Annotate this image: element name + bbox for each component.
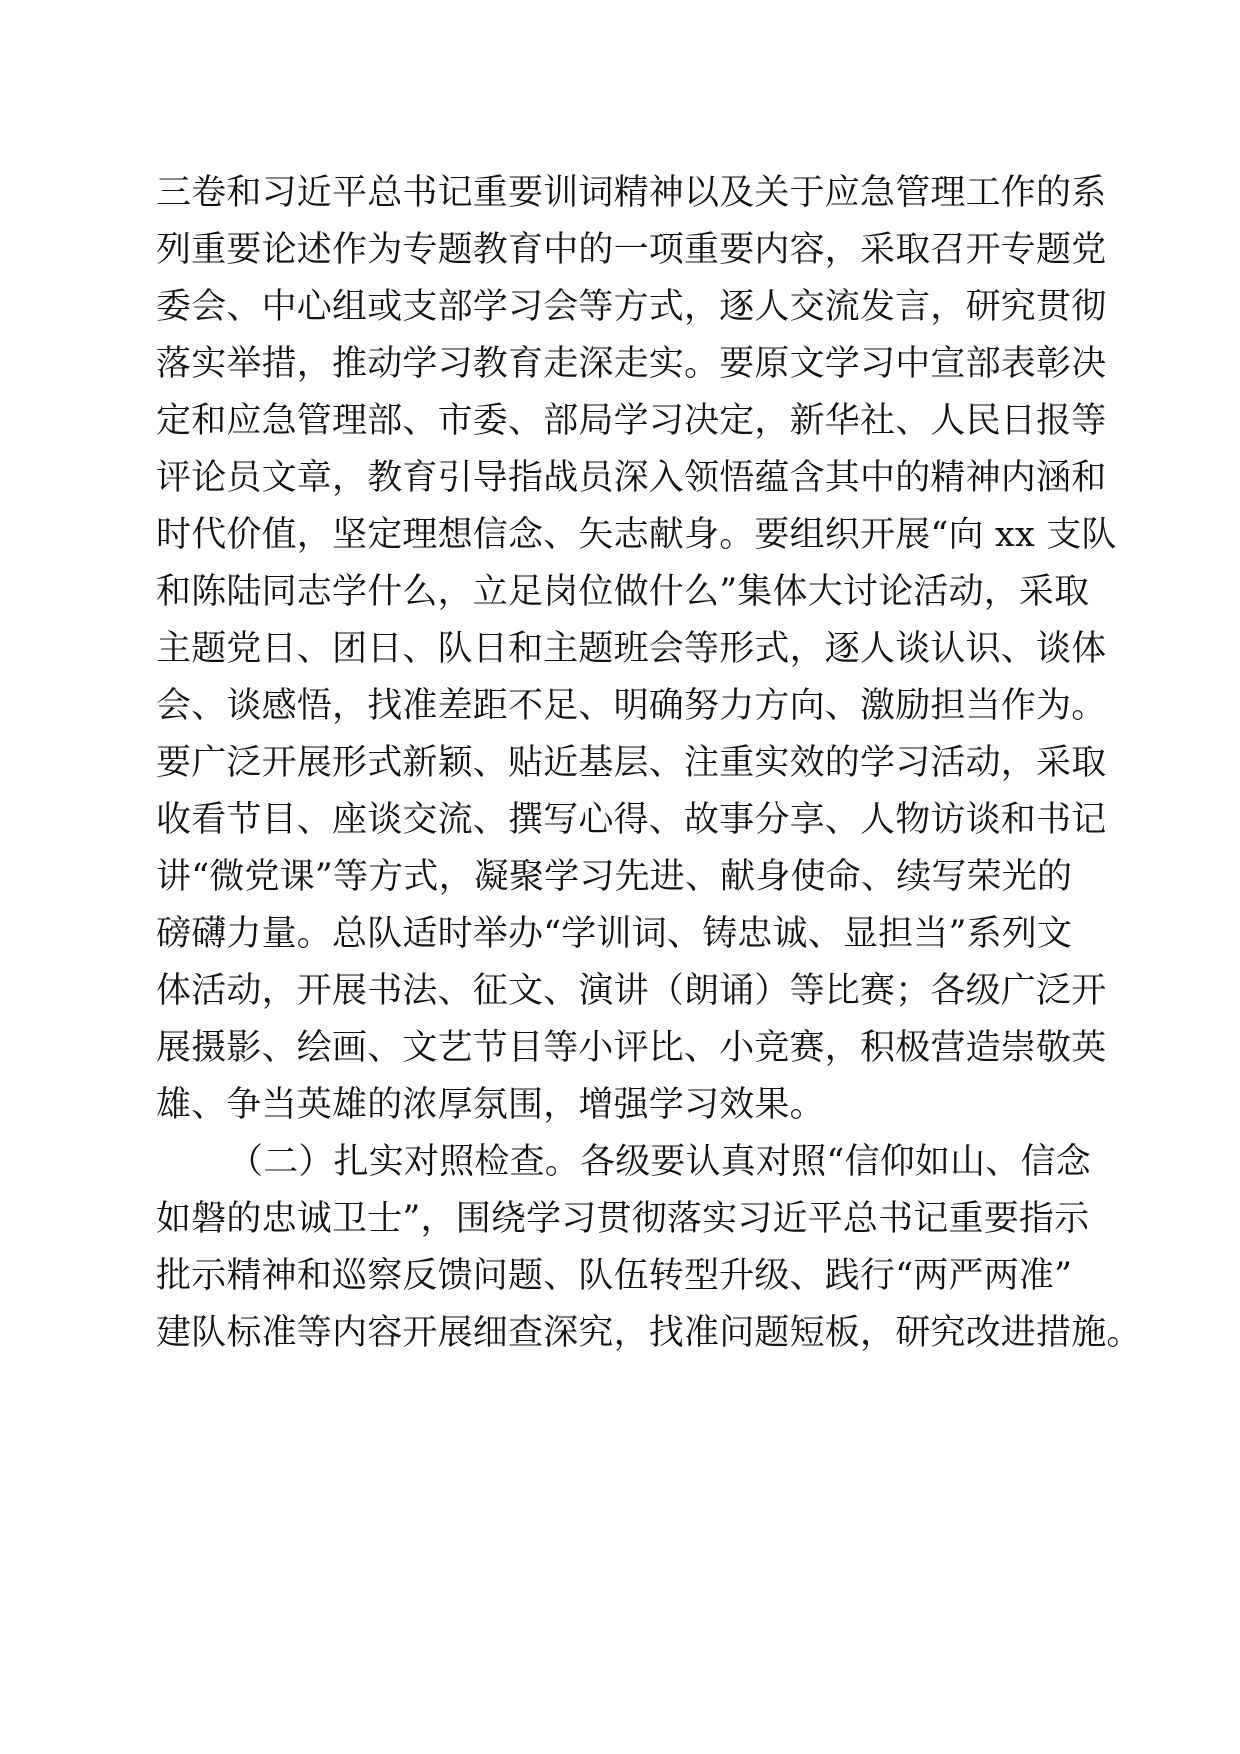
text-line: 会、谈感悟，找准差距不足、明确努力方向、激励担当作为。 <box>156 686 1107 726</box>
text-line: 委会、中心组或支部学习会等方式，逐人交流发言，研究贯彻 <box>156 287 1107 327</box>
text-line: 要广泛开展形式新颖、贴近基层、注重实效的学习活动，采取 <box>156 743 1107 783</box>
text-line: 定和应急管理部、市委、部局学习决定，新华社、人民日报等 <box>156 401 1107 441</box>
text-line: 收看节目、座谈交流、撰写心得、故事分享、人物访谈和书记 <box>156 800 1107 840</box>
text-line: 评论员文章，教育引导指战员深入领悟蕴含其中的精神内涵和 <box>156 458 1107 498</box>
text-line: 落实举措，推动学习教育走深走实。要原文学习中宣部表彰决 <box>156 344 1107 384</box>
text-line: 时代价值，坚定理想信念、矢志献身。要组织开展“向 xx 支队 <box>156 515 1117 555</box>
text-line: 列重要论述作为专题教育中的一项重要内容，采取召开专题党 <box>156 230 1107 270</box>
text-line: 建队标准等内容开展细查深究，找准问题短板，研究改进措施。 <box>156 1313 1142 1353</box>
text-line: 体活动，开展书法、征文、演讲（朗诵）等比赛；各级广泛开 <box>156 971 1107 1011</box>
text-line: 讲“微党课”等方式，凝聚学习先进、献身使命、续写荣光的 <box>156 857 1073 897</box>
text-line: 批示精神和巡察反馈问题、队伍转型升级、践行“两严两准” <box>156 1256 1073 1296</box>
text-line: 如磐的忠诚卫士”，围绕学习贯彻落实习近平总书记重要指示 <box>156 1199 1090 1239</box>
text-line: 三卷和习近平总书记重要训词精神以及关于应急管理工作的系 <box>156 173 1107 213</box>
section-heading-line: （二）扎实对照检查。各级要认真对照“信仰如山、信念 <box>228 1142 1091 1182</box>
text-line: 主题党日、团日、队日和主题班会等形式，逐人谈认识、谈体 <box>156 629 1107 669</box>
text-line: 和陈陆同志学什么，立足岗位做什么”集体大讨论活动，采取 <box>156 572 1090 612</box>
text-line: 磅礴力量。总队适时举办“学训词、铸忠诚、显担当”系列文 <box>156 914 1073 954</box>
text-line: 展摄影、绘画、文艺节目等小评比、小竞赛，积极营造崇敬英 <box>156 1028 1107 1068</box>
text-line: 雄、争当英雄的浓厚氛围，增强学习效果。 <box>156 1085 825 1125</box>
